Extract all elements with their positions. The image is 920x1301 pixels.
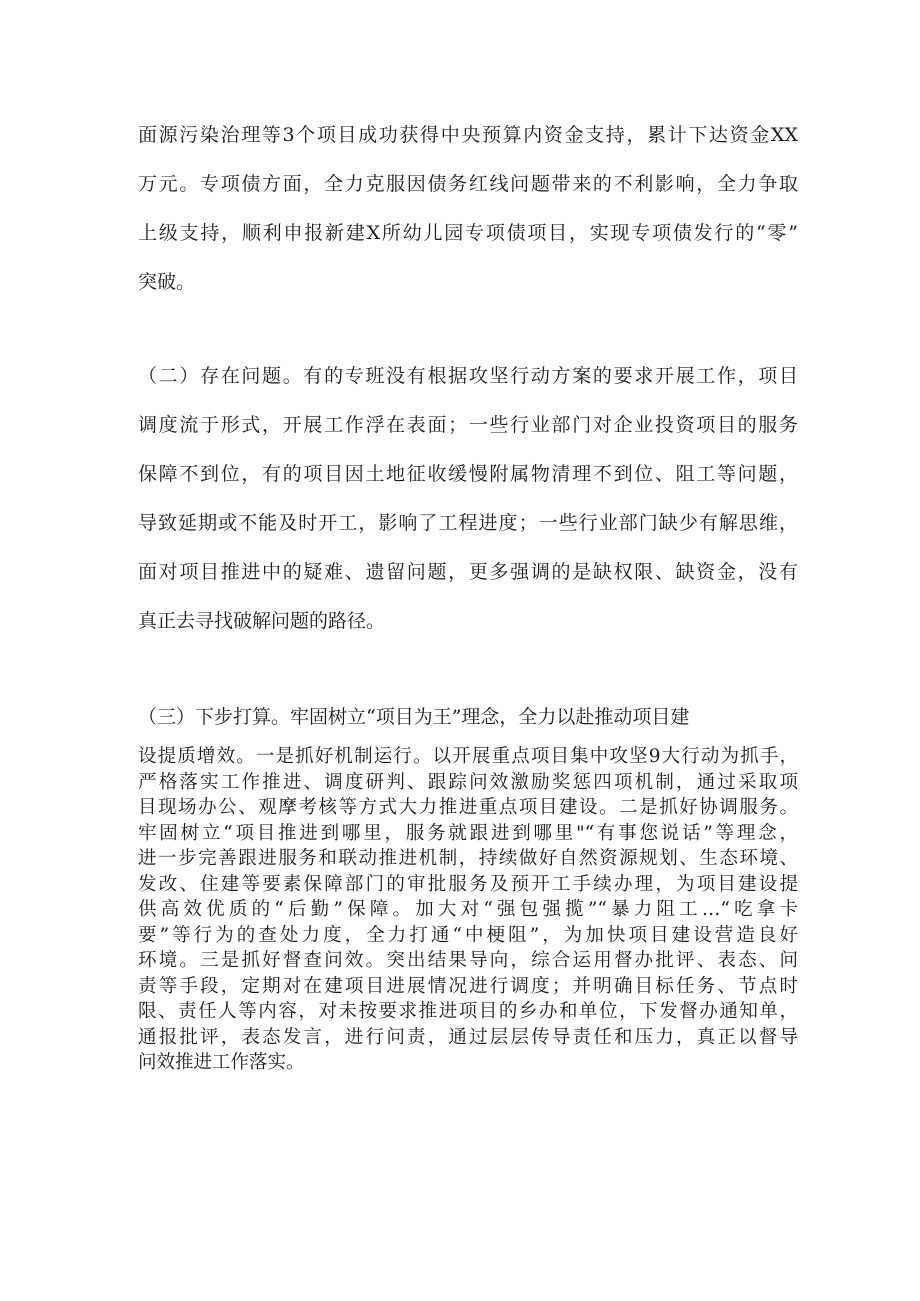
text-line: 限、责任人等内容，对未按要求推进项目的乡办和单位，下发督办通知单，	[138, 1001, 798, 1022]
paragraph-funding-results	[138, 111, 798, 307]
text-line: 问效推进工作落实。	[138, 1052, 305, 1073]
text-line: 环境。三是抓好督查问效。突出结果导向，综合运用督办批评、表态、问	[138, 950, 798, 971]
text-line: 面源污染治理等3个项目成功获得中央预算内资金支持，累计下达资金XX	[138, 124, 798, 146]
paragraph-existing-problems	[138, 352, 798, 646]
text-line: 牢固树立“项目推进到哪里，服务就跟进到哪里"“有事您说话”等理念，	[138, 822, 798, 844]
text-line: 调度流于形式，开展工作浮在表面；一些行业部门对企业投资项目的服务	[138, 414, 798, 436]
text-line: 进一步完善跟进服务和联动推进机制，持续做好自然资源规划、生态环境、	[138, 848, 798, 869]
text-line: 真正去寻找破解问题的路径。	[138, 610, 386, 632]
text-line: （三）下步打算。牢固树立“项目为王”理念，全力以赴推动项目建	[138, 706, 690, 728]
text-line: 发改、住建等要素保障部门的审批服务及预开工手续办理，为项目建设提	[138, 873, 798, 895]
text-line: 责等手段，定期对在建项目进展情况进行调度；并明确目标任务、节点时	[138, 975, 798, 997]
text-line: 目现场办公、观摩考核等方式大力推进重点项目建设。二是抓好协调服务。	[138, 797, 798, 818]
paragraph-next-steps-body	[138, 744, 798, 1076]
text-line: 导致延期或不能及时开工，影响了工程进度；一些行业部门缺少有解思维，	[138, 512, 798, 534]
text-line: （二）存在问题。有的专班没有根据攻坚行动方案的要求开展工作，项目	[138, 365, 798, 387]
text-line: 保障不到位，有的项目因土地征收缓慢附属物清理不到位、阻工等问题，	[138, 463, 798, 485]
text-line: 万元。专项债方面，全力克服因债务红线问题带来的不利影响，全力争取	[138, 173, 798, 195]
text-line: 通报批评，表态发言，进行问责，通过层层传导责任和压力，真正以督导	[138, 1026, 798, 1048]
text-line: 供高效优质的“后勤”保障。加大对“强包强揽”“暴力阻工…“吃拿卡	[138, 899, 798, 920]
text-line: 要”等行为的查处力度，全力打通“中梗阻”，为加快项目建设营造良好	[138, 924, 798, 946]
text-line: 突破。	[138, 271, 196, 293]
text-line: 设提质增效。一是抓好机制运行。以开展重点项目集中攻坚9大行动为抓手，	[138, 746, 798, 767]
text-line: 上级支持，顺利申报新建X所幼儿园专项债项目，实现专项债发行的“零”	[138, 222, 798, 244]
paragraph-next-steps-heading	[138, 693, 758, 742]
text-line: 严格落实工作推进、调度研判、跟踪问效激励奖惩四项机制，通过采取项	[138, 771, 798, 793]
text-line: 面对项目推进中的疑难、遗留问题，更多强调的是缺权限、缺资金，没有	[138, 561, 798, 583]
